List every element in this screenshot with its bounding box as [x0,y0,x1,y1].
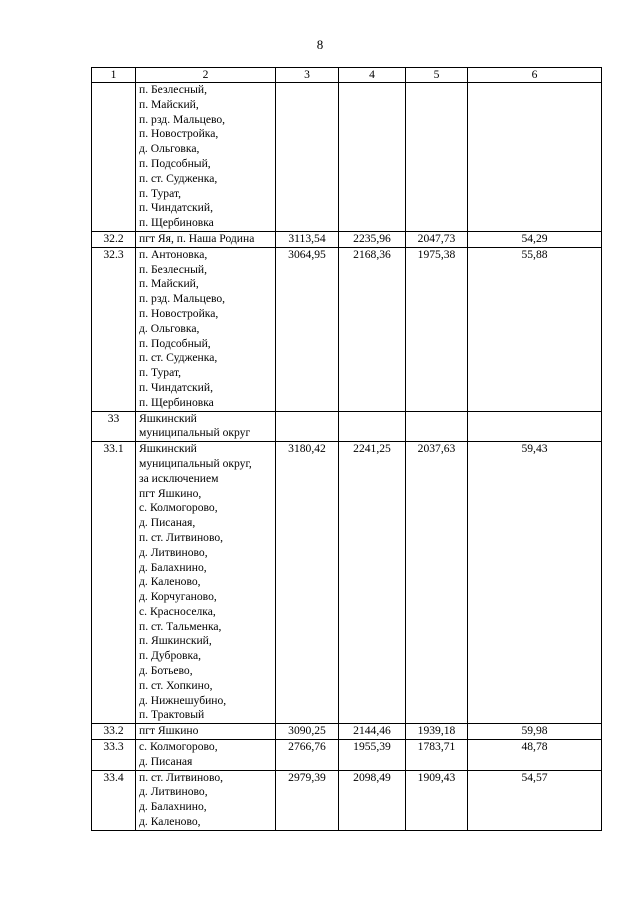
locality-name: п. Чиндатский, [139,380,213,394]
row-number-cell: 32.3 [92,247,136,411]
locality-name: п. Майский, [139,97,199,111]
locality-cell [136,740,276,771]
value-col-5-cell: 1975,38 [406,247,468,411]
value-col-6-cell: 48,78 [468,740,602,771]
value-col-6-cell: 59,43 [468,442,602,724]
locality-name: д. Писаная, [139,516,196,530]
value-col-3-cell: 3090,25 [276,724,339,740]
value-col-6-cell: 59,98 [468,724,602,740]
locality-name: п. Дубровка, [139,649,202,663]
value-col-4-cell: 2168,36 [339,247,406,411]
locality-name: п. рзд. Мальцево, [139,292,226,306]
locality-name: п. Щербиновка [139,395,214,409]
locality-name: д. Ольговка, [139,321,200,335]
header-cell-3: 3 [276,68,339,83]
page-number: 8 [316,37,324,52]
locality-name: д. Каленово, [139,815,201,829]
locality-name: д. Корчуганово, [139,590,217,604]
locality-name: п. Трактовый [139,708,205,722]
locality-name: пгт Яшкино, [139,486,202,500]
locality-name: муниципальный округ, [139,456,252,470]
table-header-row [92,68,602,83]
locality-name: д. Ботьево, [139,664,193,678]
locality-name: Яшкинский [139,411,197,425]
locality-name: п. Антоновка, [139,247,208,261]
value-col-5-cell: 1939,18 [406,724,468,740]
value-col-4-cell: 2241,25 [339,442,406,724]
value-col-5-cell: 1909,43 [406,770,468,830]
row-number-cell: 33.1 [92,442,136,724]
locality-name: п. Безлесный, [139,83,207,96]
locality-name: за исключением [139,471,219,485]
locality-name: п. Майский, [139,277,199,291]
row-number-cell: 33.2 [92,724,136,740]
value-col-6-cell: 55,88 [468,247,602,411]
locality-cell [136,442,276,724]
locality-name: п. Турат, [139,366,182,380]
value-col-4-cell: 1955,39 [339,740,406,771]
locality-name: п. ст. Хопкино, [139,678,213,692]
value-col-3-cell: 3064,95 [276,247,339,411]
table-row [92,770,602,830]
value-col-4-cell: 2098,49 [339,770,406,830]
table-row [92,247,602,411]
table-row [92,231,602,247]
locality-name: д. Балахнино, [139,560,207,574]
value-col-6-cell: 54,57 [468,770,602,830]
locality-name: п. Новостройка, [139,127,219,141]
value-col-6-cell: 54,29 [468,231,602,247]
table-row [92,740,602,771]
value-col-6-cell [468,83,602,232]
locality-name: д. Каленово, [139,575,201,589]
locality-name: п. Щербиновка [139,216,214,230]
header-cell-6: 6 [468,68,602,83]
value-col-6-cell [468,411,602,442]
locality-cell [136,411,276,442]
table-row [92,724,602,740]
locality-cell [136,231,276,247]
header-cell-1: 1 [92,68,136,83]
value-col-4-cell [339,411,406,442]
locality-name: п. ст. Литвиново, [139,770,224,784]
header-cell-5: 5 [406,68,468,83]
locality-name: п. Турат, [139,186,182,200]
value-col-3-cell [276,83,339,232]
tariff-table [91,67,602,831]
locality-name: п. Безлесный, [139,262,207,276]
locality-name: д. Литвиново, [139,785,208,799]
locality-name: п. Яшкинский, [139,634,212,648]
value-col-4-cell: 2235,96 [339,231,406,247]
locality-name: д. Литвиново, [139,545,208,559]
locality-cell [136,724,276,740]
table-body [92,68,602,831]
table-row [92,83,602,232]
value-col-5-cell: 2037,63 [406,442,468,724]
row-number-cell: 33.3 [92,740,136,771]
row-number-cell: 33 [92,411,136,442]
row-number-cell [92,83,136,232]
value-col-5-cell: 2047,73 [406,231,468,247]
locality-name: п. ст. Тальменка, [139,619,222,633]
locality-cell [136,247,276,411]
locality-name: пгт Яшкино [139,724,199,738]
value-col-3-cell [276,411,339,442]
locality-name: с. Колмогорово, [139,501,218,515]
locality-name: п. Чиндатский, [139,201,213,215]
locality-name: п. ст. Литвиново, [139,530,224,544]
locality-name: д. Ольговка, [139,142,200,156]
value-col-3-cell: 3180,42 [276,442,339,724]
value-col-3-cell: 3113,54 [276,231,339,247]
locality-name: п. Подсобный, [139,336,211,350]
locality-name: п. Подсобный, [139,156,211,170]
locality-name: д. Писаная [139,754,193,768]
locality-name: п. рзд. Мальцево, [139,112,226,126]
value-col-5-cell [406,411,468,442]
locality-name: Яшкинский [139,442,197,456]
value-col-3-cell: 2766,76 [276,740,339,771]
header-cell-4: 4 [339,68,406,83]
locality-name: с. Колмогорово, [139,740,218,754]
locality-name: д. Нижнешубино, [139,693,227,707]
value-col-5-cell: 1783,71 [406,740,468,771]
row-number-cell: 33.4 [92,770,136,830]
value-col-4-cell [339,83,406,232]
locality-name: д. Балахнино, [139,800,207,814]
table-row [92,442,602,724]
locality-name: п. ст. Судженка, [139,351,218,365]
locality-cell [136,83,276,232]
locality-name: п. Новостройка, [139,306,219,320]
row-number-cell: 32.2 [92,231,136,247]
value-col-4-cell: 2144,46 [339,724,406,740]
table-row [92,411,602,442]
header-cell-2: 2 [136,68,276,83]
locality-name: с. Красноселка, [139,604,216,618]
locality-name: муниципальный округ [139,426,251,440]
locality-name: пгт Яя, п. Наша Родина [139,231,255,245]
value-col-5-cell [406,83,468,232]
value-col-3-cell: 2979,39 [276,770,339,830]
locality-cell [136,770,276,830]
locality-name: п. ст. Судженка, [139,171,218,185]
